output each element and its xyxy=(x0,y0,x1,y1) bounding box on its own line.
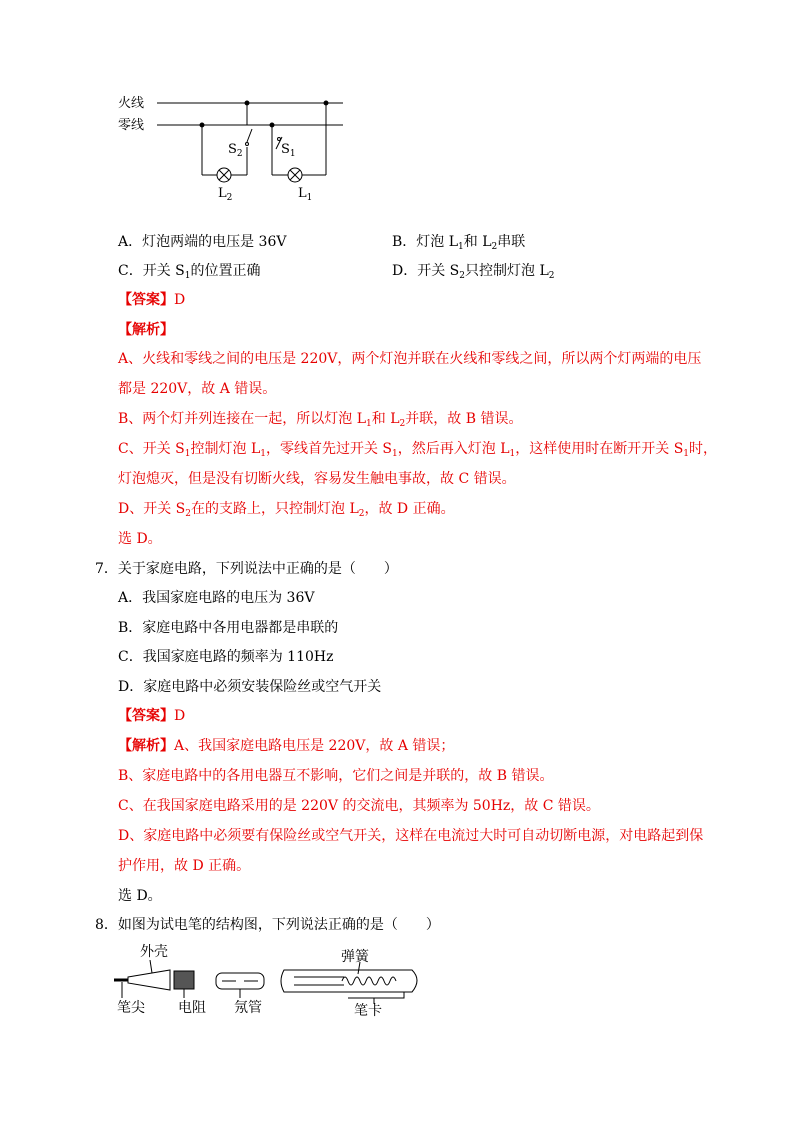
lamp-l2-label: $L_2$ xyxy=(218,186,233,203)
q7-stem: 7．关于家庭电路，下列说法中正确的是（ ） xyxy=(95,561,398,577)
q6-analysis-line: 选 D。 xyxy=(118,531,162,547)
test-pen-diagram xyxy=(112,960,432,1010)
circuit-diagram xyxy=(155,95,395,210)
q7-analysis-first: 【解析】A、我国家庭电路电压是 220V，故 A 错误； xyxy=(118,738,455,754)
q7-option-a: A．我国家庭电路的电压为 36V xyxy=(118,590,315,606)
q7-option-b: B．家庭电路中各用电器都是串联的 xyxy=(118,620,339,636)
q6-option-c: C．开关 $S_1$的位置正确 xyxy=(118,263,261,281)
pen-clip-label: 笔卡 xyxy=(354,1003,382,1019)
switch-s1-label: $S_1$ xyxy=(281,142,296,159)
live-wire-label: 火线 xyxy=(118,96,145,111)
q6-analysis-line: 都是 220V，故 A 错误。 xyxy=(118,381,277,397)
q7-analysis-line: D、家庭电路中必须要有保险丝或空气开关，这样在电流过大时可自动切断电源，对电路起到保 xyxy=(118,828,704,844)
q6-analysis-line: A、火线和零线之间的电压是 220V，两个灯泡并联在火线和零线之间，所以两个灯两端的电压 xyxy=(118,351,702,367)
q7-option-d: D．家庭电路中必须安装保险丝或空气开关 xyxy=(118,679,382,695)
q7-option-c: C．我国家庭电路的频率为 110Hz xyxy=(118,649,334,665)
switch-s2-label: $S_2$ xyxy=(228,142,243,159)
q6-analysis-line: D、开关 $S_2$在的支路上，只控制灯泡 $L_2$，故 D 正确。 xyxy=(118,501,455,519)
q7-analysis-line: 选 D。 xyxy=(118,888,162,904)
q7-analysis-line: B、家庭电路中的各用电器互不影响，它们之间是并联的，故 B 错误。 xyxy=(118,768,554,784)
q7-analysis-line: 护作用，故 D 正确。 xyxy=(118,858,251,874)
pen-shell-label: 外壳 xyxy=(140,944,168,960)
q7-answer: 【答案】D xyxy=(118,708,186,724)
pen-resistor-label: 电阻 xyxy=(178,1000,206,1016)
q7-analysis-line: C、在我国家庭电路采用的是 220V 的交流电，其频率为 50Hz，故 C 错误。 xyxy=(118,798,600,814)
q6-answer: 【答案】D xyxy=(118,292,186,308)
q8-stem: 8．如图为试电笔的结构图，下列说法正确的是（ ） xyxy=(95,917,440,933)
neutral-wire-label: 零线 xyxy=(118,118,145,133)
q6-analysis-label: 【解析】 xyxy=(118,322,174,338)
pen-spring-label: 弹簧 xyxy=(341,949,369,965)
q6-option-d: D．开关 $S_2$只控制灯泡 $L_2$ xyxy=(392,263,555,281)
lamp-l1-label: $L_1$ xyxy=(298,186,313,203)
q6-option-a: A．灯泡两端的电压是 36V xyxy=(118,234,287,250)
q6-analysis-line: 灯泡熄灭，但是没有切断火线，容易发生触电事故，故 C 错误。 xyxy=(118,471,516,487)
q6-option-b: B．灯泡 $L_1$和 $L_2$串联 xyxy=(392,234,526,252)
q6-analysis-line: C、开关 $S_1$控制灯泡 $L_1$，零线首先过开关 $S_1$，然后再入灯泡 $L_1$，这样使用时在断开开关 $S_1$时， xyxy=(118,441,718,459)
pen-tip-label: 笔尖 xyxy=(117,1000,145,1016)
pen-neon-label: 氖管 xyxy=(234,1000,262,1016)
q6-analysis-line: B、两个灯并列连接在一起，所以灯泡 $L_1$和 $L_2$并联，故 B 错误。 xyxy=(118,411,523,429)
